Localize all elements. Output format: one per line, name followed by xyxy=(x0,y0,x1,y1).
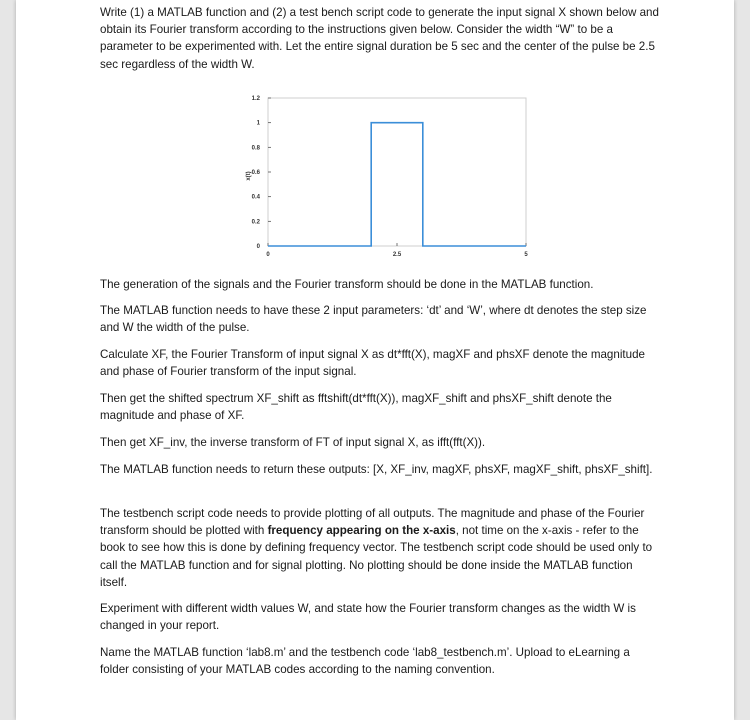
paragraph-calc-xf: Calculate XF, the Fourier Transform of input signal X as dt*fft(X), magXF and phsXF denote the magnitude and phase of Fourier transform of the input signal. xyxy=(100,348,645,379)
intro-paragraph: Write (1) a MATLAB function and (2) a test bench script code to generate the input signal X shown below and obtain its Fourier transform according to the instructions given below. Consider the width “W” to be a parameter to be experimented with. Let the entire signal duration be 5 sec and the center of the pulse be 2.5 sec regardless of the width W. xyxy=(100,6,659,71)
plot-frame xyxy=(268,98,526,246)
y-tick-label: 0.6 xyxy=(251,170,260,176)
x-tick-label: 0 xyxy=(266,252,270,258)
y-tick-label: 0.8 xyxy=(251,145,260,152)
paragraph-generation: The generation of the signals and the Fourier transform should be done in the MATLAB function. xyxy=(100,278,594,291)
paragraph-shift: Then get the shifted spectrum XF_shift as fftshift(dt*fft(X)), magXF_shift and phsXF_shift denote the magnitude and phase of XF. xyxy=(100,392,612,423)
testbench-bold-text: frequency appearing on the x-axis xyxy=(267,524,456,538)
paragraph-inputs: The MATLAB function needs to have these 2 input parameters: ‘dt’ and ‘W’, where dt denotes the step size and W the width of the pulse. xyxy=(100,304,647,335)
y-tick-label: 1.2 xyxy=(251,96,260,102)
y-tick-label: 0.2 xyxy=(251,219,260,226)
paragraph-outputs: The MATLAB function needs to return these outputs: [X, XF_inv, magXF, phsXF, magXF_shift, phsXF_shift]. xyxy=(100,463,653,476)
x-tick-label: 5 xyxy=(524,252,528,258)
paragraph-naming: Name the MATLAB function ‘lab8.m’ and the testbench code ‘lab8_testbench.m’. Upload to eLearning a folder consisting of your MATLAB codes according to the naming convention. xyxy=(100,646,630,677)
document-page xyxy=(16,0,734,720)
x-tick-label: 2.5 xyxy=(392,252,402,258)
testbench-text-b: , not time on the x-axis - refer to the book to see how this is done by defining frequency vector. The testbench script code should be used only to call the MATLAB function and for signal plotting. No plotting should be done inside the MATLAB function itself. xyxy=(100,524,653,589)
signal-plot xyxy=(216,88,546,263)
testbench-text-a: The testbench script code needs to provide plotting of all outputs. The magnitude and phase of the Fourier transform should be plotted with xyxy=(100,507,645,538)
y-tick-label: 0 xyxy=(256,244,260,250)
paragraph-inverse: Then get XF_inv, the inverse transform of FT of input signal X, as ifft(fft(X)). xyxy=(100,436,486,449)
paragraph-testbench xyxy=(100,505,660,591)
y-axis-label: x(t) xyxy=(246,171,252,181)
y-tick-label: 1 xyxy=(256,120,260,127)
y-tick-label: 0.4 xyxy=(251,194,260,201)
paragraph-experiment: Experiment with different width values W, and state how the Fourier transform changes as the width W is changed in your report. xyxy=(100,602,636,633)
